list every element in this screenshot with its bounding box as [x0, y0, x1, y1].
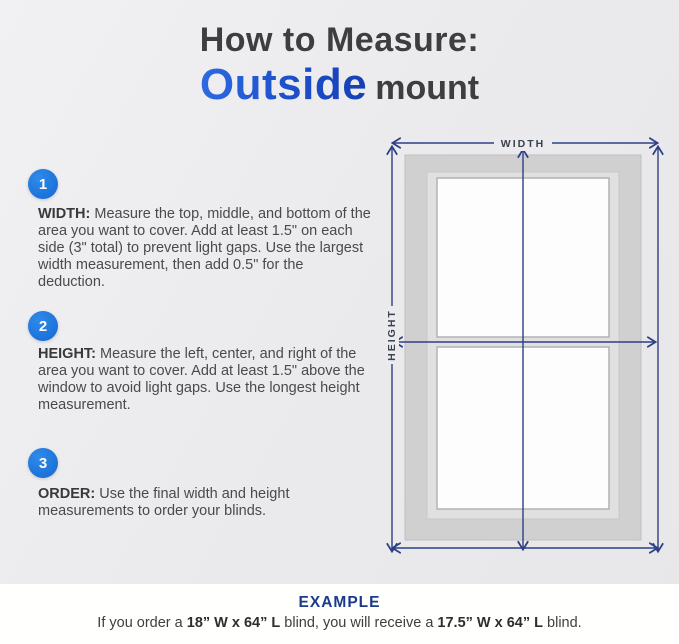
window-measurement-diagram [378, 128, 674, 564]
step-2-text [38, 346, 372, 414]
step-1-body: Measure the top, middle, and bottom of the area you want to cover. Add at least 1.5" on each side (3" total) to prevent light gaps. Use the largest width measurement, then add 0.5" for the deduction. [38, 206, 371, 290]
step-1-text [38, 206, 372, 291]
example-suffix: blind. [543, 615, 582, 631]
step-2-badge: 2 [28, 311, 58, 341]
step-3-body: Use the final width and height measurements to order your blinds. [38, 486, 290, 519]
width-label: WIDTH [500, 138, 546, 150]
example-order-size: 18” W x 64” L [186, 615, 281, 631]
height-label: HEIGHT [385, 309, 398, 361]
example-footer [0, 584, 679, 644]
title-suffix: mount [375, 68, 480, 107]
title-line2 [0, 61, 679, 109]
page-title [0, 22, 679, 108]
example-sentence [0, 615, 679, 631]
step-3-badge: 3 [28, 448, 58, 478]
step-2-label: HEIGHT: [38, 346, 96, 362]
step-3-text [38, 486, 372, 520]
example-middle: blind, you will receive a [280, 615, 438, 631]
step-3-label: ORDER: [38, 486, 96, 502]
title-mount-type: Outside [199, 59, 368, 109]
step-2-body: Measure the left, center, and right of the area you want to cover. Add at least 1.5" above the window to avoid light gaps. Use the longest height measurement. [38, 346, 365, 413]
example-heading: EXAMPLE [298, 594, 381, 611]
step-1-badge: 1 [28, 169, 58, 199]
title-line1: How to Measure: [199, 21, 480, 59]
example-received-size: 17.5” W x 64” L [437, 615, 543, 631]
example-prefix: If you order a [97, 615, 187, 631]
step-1-label: WIDTH: [38, 206, 91, 222]
